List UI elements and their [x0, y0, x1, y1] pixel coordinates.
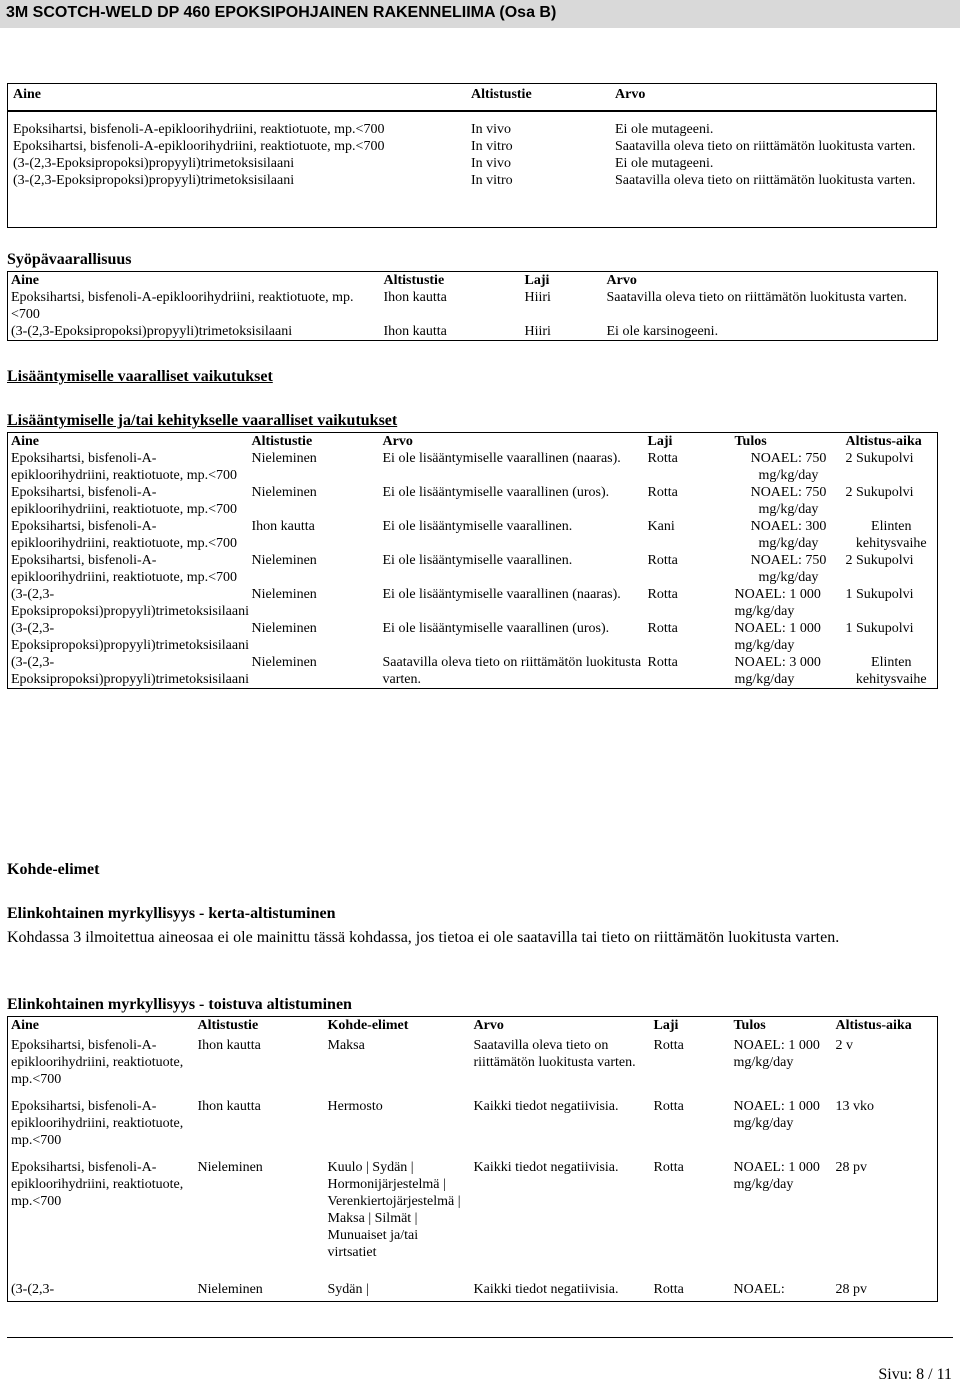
- table-row: (3-(2,3-Epoksipropoksi)propyyli)trimetoksisilaani In vivo Ei ole mutageeni.: [13, 156, 714, 171]
- column-header: Arvo: [606, 273, 637, 288]
- table-row: (3-(2,3- Nieleminen Sydän | Kaikki tiedot negatiivisia. Rotta NOAEL: 28 pv: [11, 1281, 867, 1297]
- column-header: Aine: [11, 434, 39, 449]
- single-exposure-heading: Elinkohtainen myrkyllisyys - kerta-altistuminen: [7, 905, 336, 922]
- mutagenicity-table: [10, 86, 934, 189]
- table-header-row: [8, 272, 938, 290]
- repeated-exposure-table: [7, 1016, 938, 1302]
- table-row: (3-(2,3-Epoksipropoksi)propyyli)trimetoksisilaani Ihon kautta Hiiri Ei ole karsinogeeni.: [11, 324, 719, 339]
- table-row: Epoksihartsi, bisfenoli-A-epikloorihydriini, reaktiotuote, mp.<700 Nieleminen Ei ole lisääntymiselle vaarallinen (naaras). Rotta NOAEL: 750 mg/kg/day 2 Sukupolvi: [11, 451, 914, 483]
- table-row: Epoksihartsi, bisfenoli-A-epikloorihydriini, reaktiotuote, mp.<700 Ihon kautta Hiiri Saatavilla oleva tieto on riittämätön luokitusta varten.: [11, 290, 908, 322]
- carcinogenicity-table: [7, 271, 938, 341]
- carcinogenicity-heading: Syöpävaarallisuus: [7, 251, 132, 268]
- table-row: Epoksihartsi, bisfenoli-A-epikloorihydriini, reaktiotuote, mp.<700 In vitro Saatavilla oleva tieto on riittämätön luokitusta varten.: [13, 139, 916, 154]
- table-row: Epoksihartsi, bisfenoli-A-epikloorihydriini, reaktiotuote, mp.<700 In vivo Ei ole mutageeni.: [13, 122, 714, 137]
- document-title: 3M SCOTCH-WELD DP 460 EPOKSIPOHJAINEN RAKENNELIIMA (Osa B): [6, 4, 557, 21]
- column-header: Aine: [11, 273, 39, 288]
- table-header-row: [10, 86, 934, 115]
- reproductive-heading: Lisääntymiselle vaaralliset vaikutukset: [7, 368, 273, 385]
- column-header: Altistustie: [197, 1018, 259, 1033]
- table-row: Epoksihartsi, bisfenoli-A-epikloorihydriini, reaktiotuote, mp.<700 Ihon kautta Hermosto Kaikki tiedot negatiivisia. Rotta NOAEL: 1 000 mg/kg/day 13 vko: [11, 1099, 874, 1149]
- table-row: Epoksihartsi, bisfenoli-A-epikloorihydriini, reaktiotuote, mp.<700 Ihon kautta Maksa Saatavilla oleva tieto on riittämätön luokitusta varten. Rotta NOAEL: 1 000 mg/kg/day 2 v: [11, 1038, 853, 1088]
- page-number: Sivu: 8 / 11: [878, 1366, 952, 1383]
- column-header: Altistustie: [251, 434, 313, 449]
- column-header: Laji: [647, 434, 673, 449]
- column-header: Laji: [524, 273, 550, 288]
- table-row: (3-(2,3-Epoksipropoksi)propyyli)trimetoksisilaani In vitro Saatavilla oleva tieto on riittämätön luokitusta varten.: [13, 173, 916, 188]
- table-row: Epoksihartsi, bisfenoli-A-epikloorihydriini, reaktiotuote, mp.<700 Nieleminen Ei ole lisääntymiselle vaarallinen. Rotta NOAEL: 750 mg/kg/day 2 Sukupolvi: [11, 553, 914, 585]
- column-header: Aine: [11, 1018, 39, 1033]
- column-header: Arvo: [473, 1018, 504, 1033]
- repeated-exposure-heading: Elinkohtainen myrkyllisyys - toistuva altistuminen: [7, 996, 352, 1013]
- footer-divider: [7, 1337, 953, 1338]
- table-row: (3-(2,3-Epoksipropoksi)propyyli)trimetoksisilaani Nieleminen Ei ole lisääntymiselle vaarallinen (naaras). Rotta NOAEL: 1 000 mg/kg/day 1 Sukupolvi: [11, 587, 914, 619]
- column-header: Altistus-aika: [835, 1018, 912, 1033]
- column-header: Altistustie: [383, 273, 445, 288]
- table-row: Epoksihartsi, bisfenoli-A-epikloorihydriini, reaktiotuote, mp.<700 Nieleminen Kuulo | Sydän | Hormonijärjestelmä | Verenkiertojärjestelmä | Maksa | Silmät | Munuaiset ja/tai virtsatiet Kaikki tiedot negatiivisia. Rotta NOAEL: 1 000 mg/kg/day 28 pv: [11, 1159, 867, 1260]
- reproductive-table: [7, 432, 938, 689]
- reproductive-subheading: Lisääntymiselle ja/tai kehitykselle vaaralliset vaikutukset: [7, 412, 398, 429]
- single-exposure-text: Kohdassa 3 ilmoitettua aineosaa ei ole mainittu tässä kohdassa, jos tietoa ei ole saatavilla tai tieto on riittämätön luokitusta varten.: [7, 929, 840, 946]
- table-row: Epoksihartsi, bisfenoli-A-epikloorihydriini, reaktiotuote, mp.<700 Ihon kautta Ei ole lisääntymiselle vaarallinen. Kani NOAEL: 300 mg/kg/day Elinten kehitysvaihe: [11, 519, 927, 551]
- table-header-row: [8, 1017, 938, 1038]
- table-row: Epoksihartsi, bisfenoli-A-epikloorihydriini, reaktiotuote, mp.<700 Nieleminen Ei ole lisääntymiselle vaarallinen (uros). Rotta NOAEL: 750 mg/kg/day 2 Sukupolvi: [11, 485, 914, 517]
- table-header-row: [8, 433, 938, 451]
- column-header: Tulos: [733, 1018, 766, 1033]
- column-header: Tulos: [734, 434, 767, 449]
- column-header: Laji: [653, 1018, 679, 1033]
- table-row: (3-(2,3-Epoksipropoksi)propyyli)trimetoksisilaani Nieleminen Saatavilla oleva tieto on riittämätön luokitusta varten. Rotta NOAEL: 3 000 mg/kg/day Elinten kehitysvaihe: [11, 655, 927, 687]
- column-header: Altistus-aika: [845, 434, 922, 449]
- document-header: [0, 0, 960, 28]
- column-header: Altistustie: [471, 87, 532, 102]
- column-header: Aine: [13, 87, 41, 102]
- column-header: Kohde-elimet: [327, 1018, 409, 1033]
- column-header: Arvo: [615, 87, 646, 102]
- column-header: Arvo: [382, 434, 413, 449]
- table-row: (3-(2,3-Epoksipropoksi)propyyli)trimetoksisilaani Nieleminen Ei ole lisääntymiselle vaarallinen (uros). Rotta NOAEL: 1 000 mg/kg/day 1 Sukupolvi: [11, 621, 914, 653]
- target-organs-heading: Kohde-elimet: [7, 861, 100, 878]
